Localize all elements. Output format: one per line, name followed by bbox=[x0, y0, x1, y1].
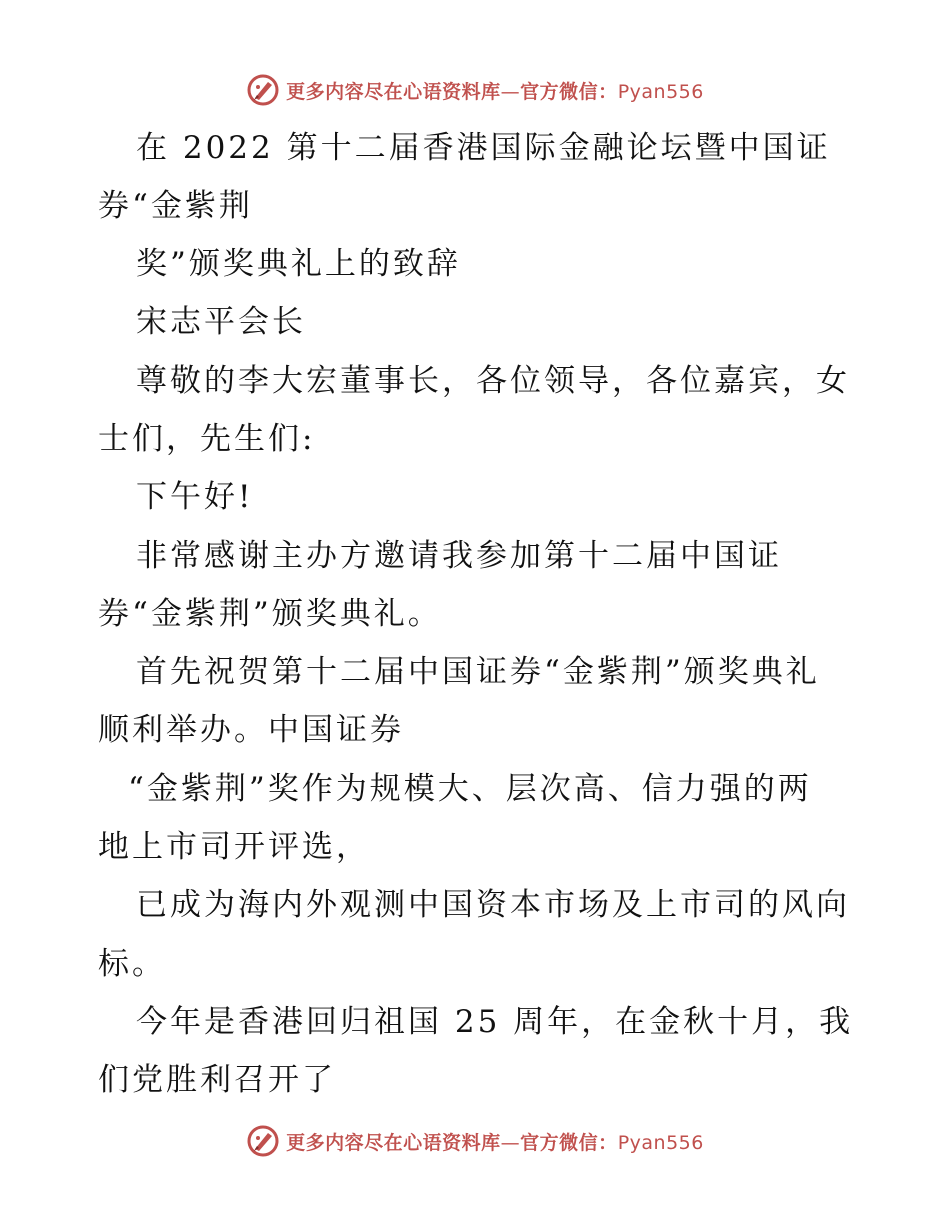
paragraph-line: 今年是香港回归祖国 25 周年，在金秋十月，我 bbox=[136, 1004, 854, 1040]
paragraph-line: 券“金紫荆”颁奖典礼。 bbox=[98, 596, 442, 632]
title-line-2: 券“金紫荆 bbox=[98, 188, 253, 224]
header-text bbox=[286, 77, 704, 104]
paragraph-line: 已成为海内外观测中国资本市场及上市司的风向 bbox=[136, 887, 850, 923]
header-banner bbox=[0, 70, 950, 110]
footer-separator: — bbox=[500, 1131, 521, 1154]
footer-text bbox=[286, 1128, 704, 1155]
paragraph-line: 下午好! bbox=[136, 479, 254, 515]
header-separator: — bbox=[500, 80, 521, 103]
title-line-1: 在 2022 第十二届香港国际金融论坛暨中国证 bbox=[136, 130, 831, 166]
footer-banner bbox=[0, 1121, 950, 1161]
title-line-3: 奖”颁奖典礼上的致辞 bbox=[136, 246, 461, 282]
quill-logo-icon bbox=[246, 73, 280, 107]
paragraph-line: 标。 bbox=[98, 946, 166, 982]
footer-wechat-id: Pyan556 bbox=[617, 1131, 704, 1154]
paragraph-line: “金紫荆”奖作为规模大、层次高、信力强的两 bbox=[128, 771, 812, 807]
paragraph-line: 士们，先生们: bbox=[98, 421, 316, 457]
header-wechat-id: Pyan556 bbox=[617, 80, 704, 103]
paragraph-line: 地上市司开评选， bbox=[98, 829, 370, 865]
paragraph-line: 尊敬的李大宏董事长，各位领导，各位嘉宾，女 bbox=[136, 363, 850, 399]
header-site-name: 更多内容尽在心语资料库 bbox=[286, 80, 501, 103]
paragraph-line: 顺利举办。中国证券 bbox=[98, 712, 404, 748]
paragraph-line: 非常感谢主办方邀请我参加第十二届中国证 bbox=[136, 538, 782, 574]
paragraph-line: 们党胜利召开了 bbox=[98, 1062, 336, 1098]
header-wechat-label: 官方微信： bbox=[520, 80, 618, 103]
quill-logo-icon bbox=[246, 1124, 280, 1158]
footer-wechat-label: 官方微信： bbox=[520, 1131, 618, 1154]
speaker-line: 宋志平会长 bbox=[136, 304, 306, 340]
paragraph-line: 首先祝贺第十二届中国证券“金紫荆”颁奖典礼 bbox=[136, 654, 820, 690]
footer-site-name: 更多内容尽在心语资料库 bbox=[286, 1131, 501, 1154]
